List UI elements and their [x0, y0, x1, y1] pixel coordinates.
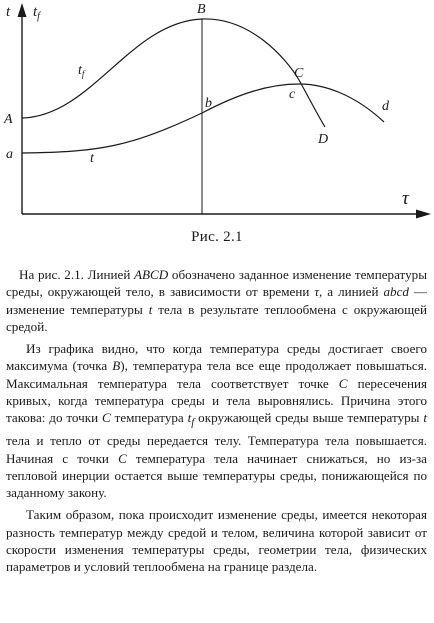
- curve-abcd-medium: [22, 19, 325, 127]
- point-label-A: A: [4, 112, 13, 127]
- curve-abcd-body: [22, 84, 384, 153]
- body-text: [6, 266, 427, 581]
- point-label-b: b: [205, 96, 212, 111]
- x-axis-arrow: [416, 210, 431, 219]
- curve-label-tf: $t_f$: [78, 63, 85, 79]
- temperature-figure: [0, 0, 434, 250]
- point-label-d: d: [382, 99, 389, 114]
- point-label-D: D: [318, 132, 329, 147]
- curve-label-t: t: [90, 151, 94, 166]
- point-label-C: C: [294, 66, 304, 81]
- figure-caption: Рис. 2.1: [191, 229, 243, 245]
- y-axis-arrow: [18, 3, 27, 17]
- paragraph-3: Таким образом, пока происходит изменение среды, имеется некоторая разность температур между средой и телом, величина которой зависит от скорости изменения температуры среды, геометрии тела, физических параметров и условий теплообмена на границе раздела.: [6, 507, 427, 575]
- y-axis-label-tf: $t_f$: [33, 4, 40, 22]
- point-label-c: c: [289, 87, 296, 102]
- paragraph-1: На рис. 2.1. Линией ABCD обозначено заданное изменение температуры среды, окружающей тело, в зависимости от времени τ, а линией abcd — изменение температуры t тела в результате теплообмена с окружающей средой.: [6, 267, 428, 334]
- point-label-B: B: [197, 2, 206, 17]
- y-axis-label-t: t: [6, 4, 11, 20]
- point-label-a: a: [6, 147, 13, 162]
- paragraph-2: Из графика видно, что когда температура среды достигает своего максимума (точка B), температура тела все еще продолжает повышаться. Максимальная температура тела соответствует точке C пересечения кривых, когда температура среды и тела выровнялись. Причина этого такова: до точки C температура $t_f$ окружающей среды выше температуры t тела и тепло от среды передается телу. Температура тела повышается. Начиная с точки C температура тела начинает снижаться, но из-за тепловой инерции остается выше температуры среды, понижающейся по заданному закону.: [6, 341, 428, 501]
- x-axis-label-tau: τ: [402, 188, 409, 209]
